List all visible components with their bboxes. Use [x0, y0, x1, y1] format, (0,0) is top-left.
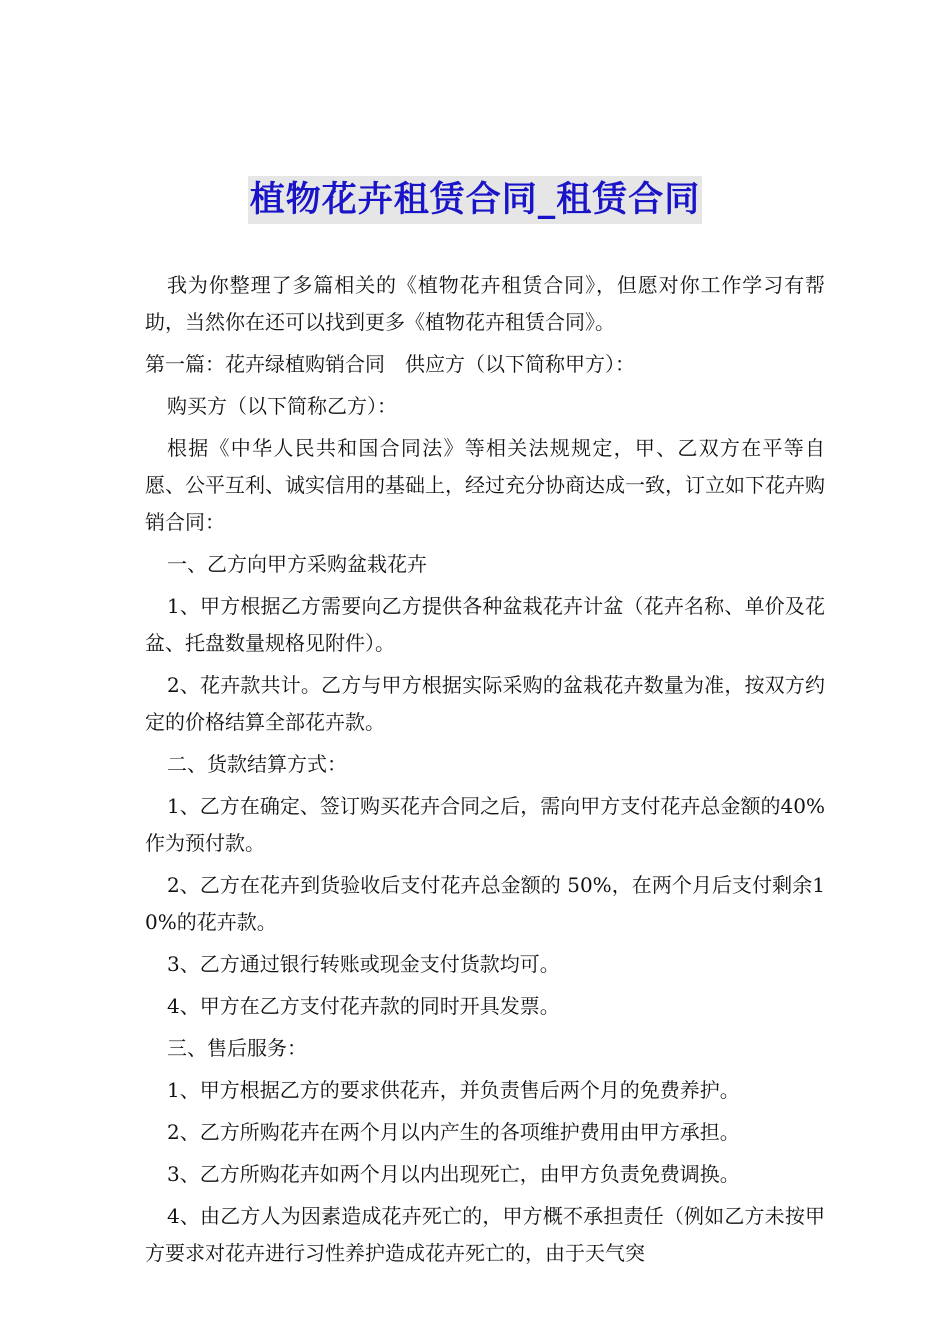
- clause-3-3: 3、乙方所购花卉如两个月以内出现死亡，由甲方负责免费调换。: [167, 1162, 740, 1186]
- paragraph-first-section: 第一篇：花卉绿植购销合同 供应方（以下简称甲方）：: [145, 352, 635, 376]
- heading-section-3: 三、售后服务：: [167, 1036, 307, 1060]
- clause-2-4: 4、甲方在乙方支付花卉款的同时开具发票。: [167, 994, 560, 1018]
- clause-1-2: 2、花卉款共计。乙方与甲方根据实际采购的盆栽花卉数量为准，按双方约定的价格结算全部花卉款。: [145, 673, 825, 734]
- clause-3-2: 2、乙方所购花卉在两个月以内产生的各项维护费用由甲方承担。: [167, 1120, 740, 1144]
- title-wrap: [0, 176, 950, 224]
- document-body: [145, 267, 825, 1277]
- clause-1-1: 1、甲方根据乙方需要向乙方提供各种盆栽花卉计盆（花卉名称、单价及花盆、托盘数量规格见附件）。: [145, 594, 825, 655]
- heading-section-1: 一、乙方向甲方采购盆栽花卉: [167, 552, 427, 576]
- clause-3-4: 4、由乙方人为因素造成花卉死亡的，甲方概不承担责任（例如乙方未按甲方要求对花卉进行习性养护造成花卉死亡的，由于天气突: [145, 1204, 825, 1265]
- clause-2-1: 1、乙方在确定、签订购买花卉合同之后，需向甲方支付花卉总金额的40%作为预付款。: [145, 794, 825, 855]
- clause-2-3: 3、乙方通过银行转账或现金支付货款均可。: [167, 952, 560, 976]
- paragraph-intro: 我为你整理了多篇相关的《植物花卉租赁合同》，但愿对你工作学习有帮助，当然你在还可以找到更多《植物花卉租赁合同》。: [145, 273, 825, 334]
- paragraph-buyer: 购买方（以下简称乙方）：: [167, 394, 397, 418]
- document-title: 植物花卉租赁合同_租赁合同: [248, 176, 703, 224]
- paragraph-basis: 根据《中华人民共和国合同法》等相关法规规定，甲、乙双方在平等自愿、公平互利、诚实信用的基础上，经过充分协商达成一致，订立如下花卉购销合同：: [145, 436, 825, 534]
- clause-2-2: 2、乙方在花卉到货验收后支付花卉总金额的 50%，在两个月后支付剩余10%的花卉款。: [145, 873, 825, 934]
- heading-section-2: 二、货款结算方式：: [167, 752, 347, 776]
- clause-3-1: 1、甲方根据乙方的要求供花卉，并负责售后两个月的免费养护。: [167, 1078, 740, 1102]
